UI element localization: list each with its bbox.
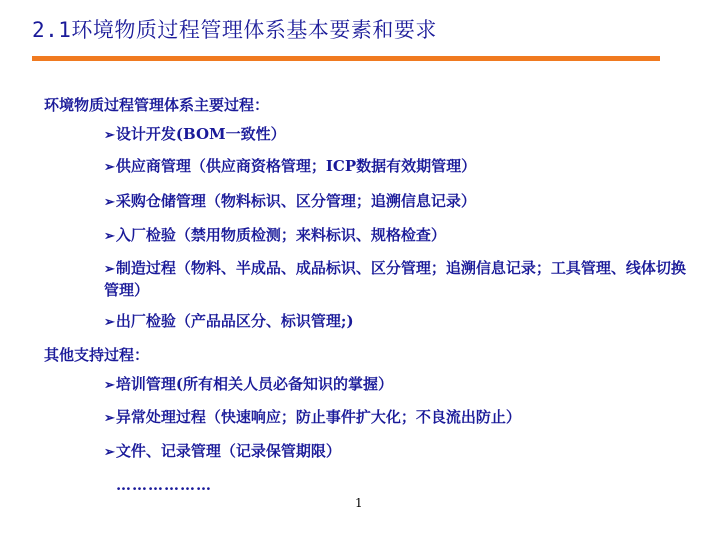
arrow-bullet-icon: ➢ bbox=[104, 229, 115, 244]
list-item bbox=[104, 311, 694, 333]
arrow-bullet-icon: ➢ bbox=[104, 262, 115, 277]
section-heading-other-processes: 其他支持过程： bbox=[44, 346, 150, 364]
list-item-text: 文件、记录管理（记录保管期限） bbox=[115, 442, 341, 460]
arrow-bullet-icon: ➢ bbox=[104, 411, 115, 426]
slide-title: 2.1环境物质过程管理体系基本要素和要求 bbox=[32, 18, 437, 42]
list-item bbox=[104, 191, 694, 213]
arrow-bullet-icon: ➢ bbox=[104, 128, 115, 143]
list-item-text: 培训管理(所有相关人员必备知识的掌握） bbox=[115, 375, 394, 393]
list-item bbox=[104, 374, 694, 396]
arrow-bullet-icon: ➢ bbox=[104, 445, 115, 460]
page-number: 1 bbox=[355, 496, 363, 510]
arrow-bullet-icon: ➢ bbox=[104, 160, 115, 175]
list-item-text: 出厂检验（产品品区分、标识管理;) bbox=[115, 312, 354, 330]
list-item bbox=[104, 441, 694, 463]
section-heading-main-processes: 环境物质过程管理体系主要过程： bbox=[44, 96, 270, 114]
list-item-text: 入厂检验（禁用物质检测；来料标识、规格检查） bbox=[115, 226, 446, 244]
continuation-ellipsis: ……………… bbox=[116, 476, 212, 494]
list-item bbox=[104, 258, 694, 301]
list-item bbox=[104, 225, 694, 247]
list-item-text: 异常处理过程（快速响应；防止事件扩大化；不良流出防止） bbox=[115, 408, 521, 426]
list-item bbox=[104, 124, 694, 146]
list-item-text: 供应商管理（供应商资格管理；ICP数据有效期管理） bbox=[115, 157, 477, 175]
title-underline bbox=[32, 56, 660, 61]
list-item bbox=[104, 156, 694, 178]
list-item-text: 制造过程（物料、半成品、成品标识、区分管理；追溯信息记录；工具管理、线体切换管理） bbox=[104, 259, 686, 299]
arrow-bullet-icon: ➢ bbox=[104, 315, 115, 330]
arrow-bullet-icon: ➢ bbox=[104, 378, 115, 393]
list-item-text: 采购仓储管理（物料标识、区分管理；追溯信息记录） bbox=[115, 192, 476, 210]
arrow-bullet-icon: ➢ bbox=[104, 195, 115, 210]
list-item bbox=[104, 407, 694, 429]
list-item-text: 设计开发(BOM一致性） bbox=[115, 125, 286, 143]
